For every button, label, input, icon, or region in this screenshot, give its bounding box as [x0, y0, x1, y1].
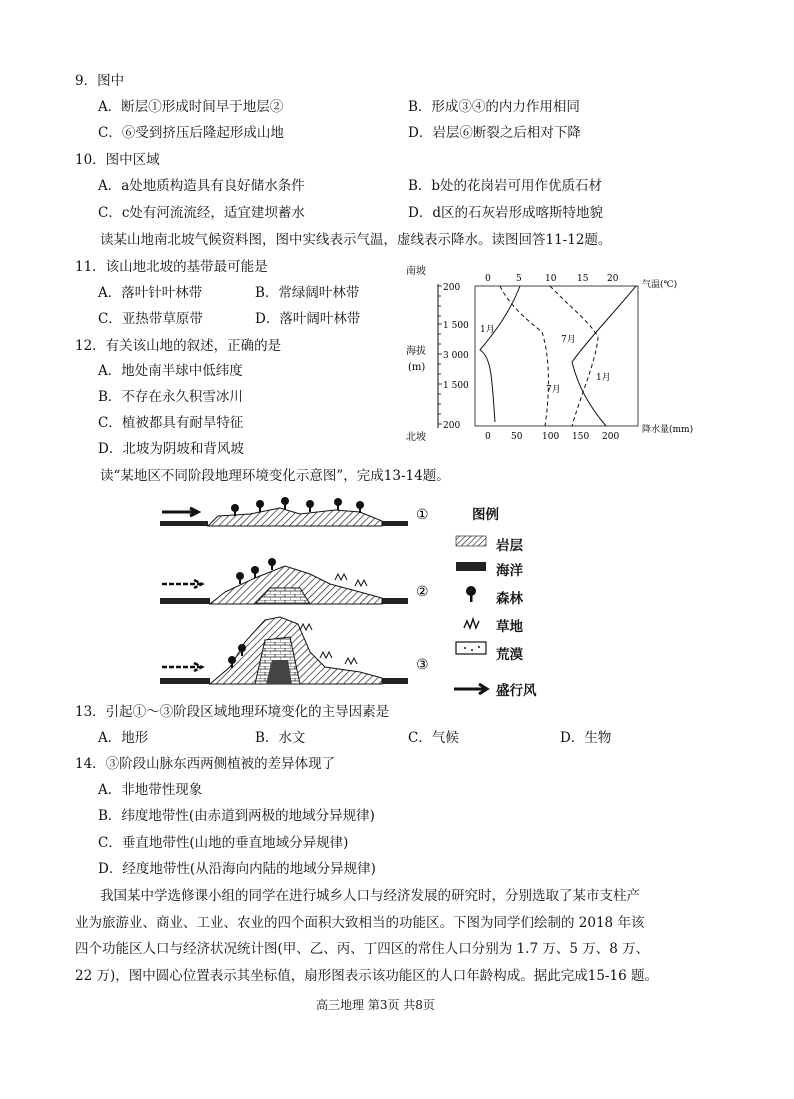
temp-tick-10: 10: [545, 274, 557, 284]
stage-diagram: [160, 492, 440, 692]
q13-option-c: C．气候: [408, 730, 459, 746]
altitude-ticks: [438, 286, 442, 424]
alt-tick-4: 1 500: [443, 381, 469, 391]
q10-option-d: D．d区的石灰岩形成喀斯特地貌: [408, 205, 603, 221]
q13-option-a: A．地形: [98, 730, 149, 746]
climate-chart: [400, 262, 700, 444]
passage-line-1: 我国某中学选修课小组的同学在进行城乡人口与经济发展的研究时，分别选取了某市支柱产: [100, 888, 640, 904]
temp-tick-20: 20: [607, 274, 619, 284]
q13-option-d: D．生物: [560, 730, 612, 746]
legend-prevailing-wind: 盛行风: [496, 683, 537, 699]
passage-line-3: 四个功能区人口与经济状况统计图(甲、乙、丙、丁四区的常住人口分别为 1.7 万、5 万、8 万、: [75, 941, 650, 957]
q14-option-b: B．纬度地带性(由赤道到两极的地域分异规律): [98, 808, 375, 824]
precip-tick-200: 200: [602, 432, 620, 442]
precip-axis-label: 降水量(mm): [642, 425, 694, 435]
q12-option-a: A．地处南半球中低纬度: [98, 363, 243, 379]
stage-1-label: ①: [416, 507, 429, 523]
jan-label-2: 1月: [596, 373, 611, 383]
stage-3-label: ③: [416, 657, 429, 673]
q14-option-a: A．非地带性现象: [98, 782, 203, 798]
stage-1-diagram: [160, 497, 429, 526]
q9-option-b: B．形成③④的内力作用相同: [408, 99, 580, 115]
temp-ticks: [485, 274, 619, 284]
passage-line-2: 业为旅游业、商业、工业、农业的四个面积大致相当的功能区。下图为同学们绘制的 2018 年该: [75, 915, 645, 931]
q13-option-b: B．水文: [255, 730, 306, 746]
precip-tick-50: 50: [511, 432, 523, 442]
q11-stem: 11．该山地北坡的基带最可能是: [75, 259, 268, 275]
legend: [452, 506, 592, 704]
page-footer: 高三地理 第3页 共8页: [316, 998, 435, 1012]
rock-layer-symbol: [456, 536, 486, 546]
temp-axis-label: 气温(℃): [642, 280, 678, 290]
ocean-symbol: [456, 562, 486, 571]
alt-tick-2: 1 500: [443, 321, 469, 331]
q12-option-b: B．不存在永久积雪冰川: [98, 389, 243, 405]
prevailing-wind-arrow-icon: [454, 684, 487, 694]
altitude-label: 海拔: [406, 346, 426, 357]
q10-option-c: C．c处有河流流经，适宜建坝蓄水: [98, 205, 305, 221]
q12-stem: 12．有关该山地的叙述，正确的是: [75, 338, 282, 354]
stage-3-diagram: [160, 617, 429, 684]
passage-line-4: 22 万)，图中圆心位置表示其坐标值，扇形图表示该功能区的人口年龄构成。据此完成15-16 题。: [75, 968, 658, 984]
q9-option-a: A．断层①形成时间早于地层②: [98, 99, 284, 115]
jul-temperature-line: [572, 286, 636, 426]
precip-ticks: [485, 432, 619, 442]
jan-label-1: 1月: [480, 325, 495, 335]
legend-grassland: 草地: [496, 619, 523, 635]
q11-option-c: C．亚热带草原带: [98, 311, 203, 327]
altitude-unit: (m): [408, 362, 426, 373]
q9-option-d: D．岩层⑥断裂之后相对下降: [408, 125, 581, 141]
plot-frame: [475, 286, 638, 426]
precip-tick-0: 0: [485, 432, 491, 442]
jul-label-1: 7月: [561, 335, 576, 345]
legend-rock-layer: 岩层: [496, 538, 523, 554]
south-slope-label: 南坡: [406, 266, 426, 277]
precip-tick-100: 100: [542, 432, 560, 442]
q10-stem: 10．图中区域: [75, 152, 160, 168]
q14-stem: 14．③阶段山脉东西两侧植被的差异体现了: [75, 756, 336, 772]
grassland-icon: [464, 619, 479, 628]
alt-tick-3: 3 000: [443, 351, 469, 361]
q9-option-c: C．⑥受到挤压后隆起形成山地: [98, 125, 284, 141]
q14-option-d: D．经度地带性(从沿海向内陆的地域分异规律): [98, 861, 376, 877]
temp-tick-0: 0: [485, 274, 491, 284]
stage-2-label: ②: [416, 584, 429, 600]
stage-2-diagram: [160, 558, 429, 604]
q11-option-d: D．落叶阔叶林带: [255, 311, 361, 327]
alt-tick-1: 200: [443, 283, 461, 293]
q11-option-a: A．落叶针叶林带: [98, 285, 203, 301]
q10-option-b: B．b处的花岗岩可用作优质石材: [408, 178, 603, 194]
legend-desert: 荒漠: [496, 647, 523, 663]
q9-stem: 9．图中: [75, 73, 125, 89]
precip-tick-150: 150: [572, 432, 590, 442]
q10-option-a: A．a处地质构造具有良好储水条件: [98, 178, 305, 194]
legend-forest: 森林: [496, 591, 523, 607]
legend-ocean: 海洋: [496, 563, 523, 579]
north-slope-label: 北坡: [406, 432, 426, 443]
temp-tick-5: 5: [516, 274, 522, 284]
q14-option-c: C．垂直地带性(山地的垂直地域分异规律): [98, 835, 349, 851]
desert-symbol: [456, 642, 486, 654]
legend-symbols: [452, 532, 494, 702]
intro-11-12: 读某山地南北坡气候资料图，图中实线表示气温，虚线表示降水。读图回答11-12题。: [100, 232, 612, 248]
intro-13-14: 读“某地区不同阶段地理环境变化示意图”，完成13-14题。: [100, 468, 450, 484]
q13-stem: 13．引起①～③阶段区域地理环境变化的主导因素是: [75, 704, 390, 720]
legend-title: 图例: [472, 507, 499, 523]
forest-icon: [466, 586, 476, 602]
temp-tick-15: 15: [577, 274, 589, 284]
q11-option-b: B．常绿阔叶林带: [255, 285, 360, 301]
jul-label-2: 7月: [546, 385, 561, 395]
q12-option-c: C．植被都具有耐旱特征: [98, 415, 244, 431]
jan-precipitation-line: [500, 286, 548, 426]
q12-option-d: D．北坡为阴坡和背风坡: [98, 441, 244, 457]
alt-tick-5: 200: [443, 421, 461, 431]
